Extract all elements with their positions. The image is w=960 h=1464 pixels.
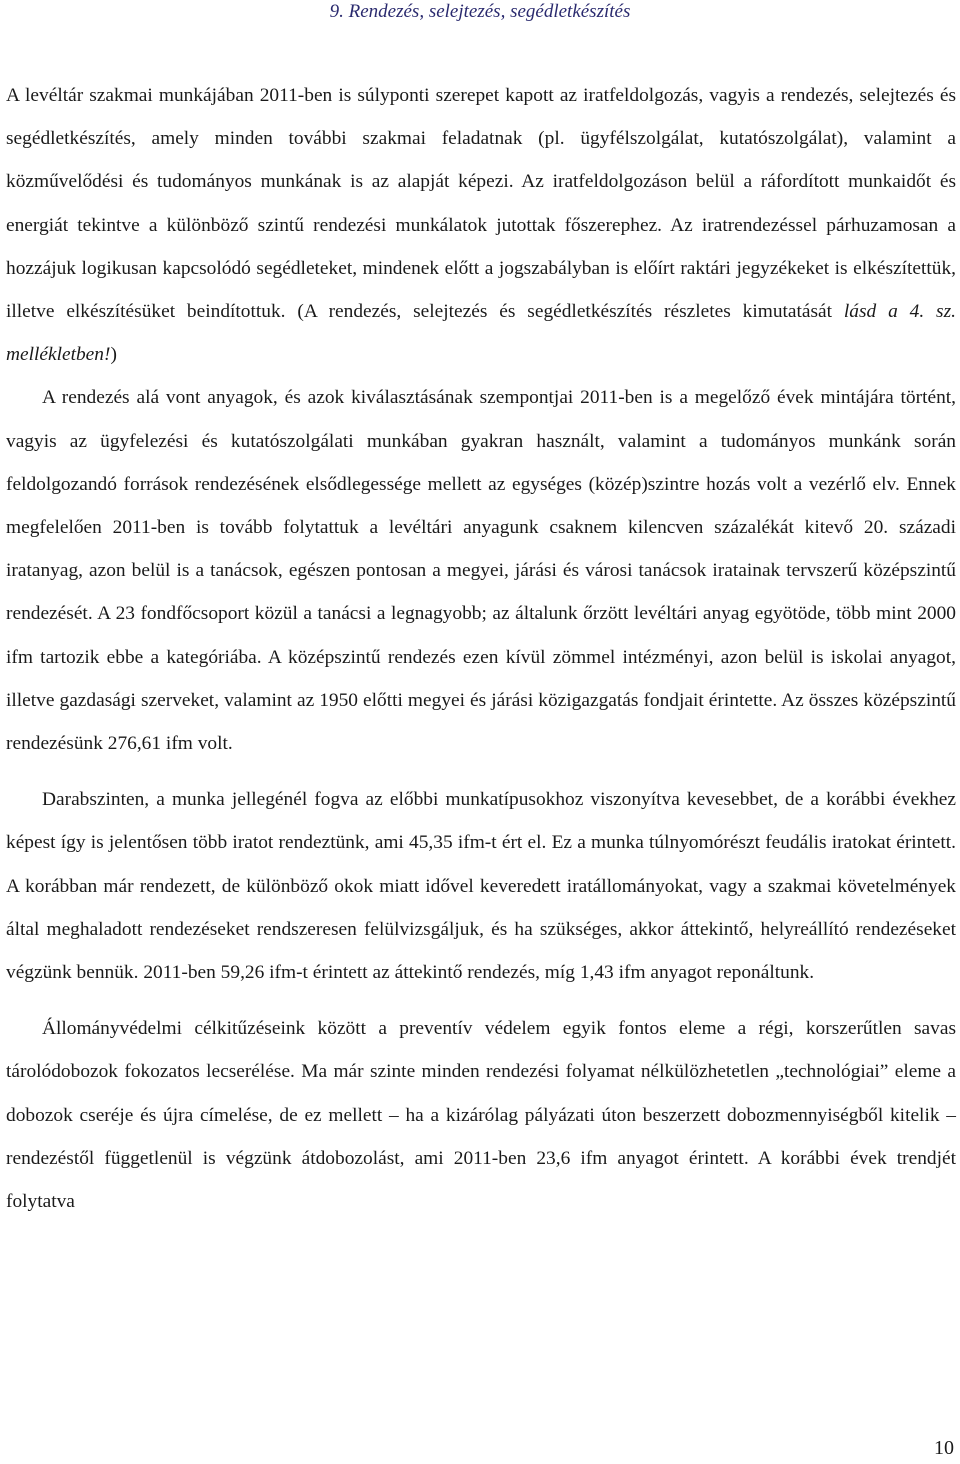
section-heading: 9. Rendezés, selejtezés, segédletkészítés xyxy=(329,1,631,22)
paragraph-1-text: A levéltár szakmai munkájában 2011-ben is súlyponti szerepet kapott az iratfeldolgozás, vagyis a rendezés, selejtezés és segédletkészítés, amely minden további szakmai feladatnak (pl. ügyfélszolgálat, kutatószolgálat), valamint a közművelődési és tudományos munkának is az alapját képezi. Az iratfeldolgozáson belül a ráfordított munkaidőt és energiát tekintve a különböző szintű rendezési munkálatok jutottak főszerephez. Az iratrendezéssel párhuzamosan a hozzájuk logikusan kapcsolódó segédleteket, mindenek előtt a jogszabályban is előírt raktári jegyzékeket is elkészítettük, illetve elkészítésüket beindítottuk. (A rendezés, selejtezés és segédletkészítés részletes kimutatását xyxy=(6,85,956,323)
page-number: 10 xyxy=(934,1437,954,1459)
paragraph-1 xyxy=(6,74,956,376)
paragraph-4: Állományvédelmi célkitűzéseink között a preventív védelem egyik fontos eleme a régi, korszerűtlen savas tárolódobozok fokozatos lecserélése. Ma már szinte minden rendezési folyamat nélkülözhetetlen „technológiai” eleme a dobozok cseréje és újra címelése, de ez mellett – ha a kizárólag pályázati úton beszerzett dobozmennyiségből kitelik – rendezéstől függetlenül is végzünk átdobozolást, ami 2011-ben 23,6 ifm anyagot érintett. A korábbi évek trendjét folytatva xyxy=(6,1018,956,1213)
appendix-reference: lásd a 4. sz. mellékletben! xyxy=(6,301,956,366)
body-text xyxy=(6,74,956,1223)
paragraph-2: A rendezés alá vont anyagok, és azok kiválasztásának szempontjai 2011-ben is a megelőző évek mintájára történt, vagyis az ügyfelezési és kutatószolgálati munkában gyakran használt, valamint a tudományos munkánk során feldolgozandó források rendezésének elsődlegessége mellett az egységes (közép)szintre hozás volt a vezérlő elv. Ennek megfelelően 2011-ben is tovább folytattuk a levéltári anyagunk csaknem kilencven százalékát kitevő 20. századi iratanyag, azon belül is a tanácsok, egészen pontosan a megyei, járási és városi tanácsok iratainak tervszerű középszintű rendezését. A 23 fondfőcsoport közül a tanácsi a legnagyobb; az általunk őrzött levéltári anyag egyötöde, több mint 2000 ifm tartozik ebbe a kategóriába. A középszintű rendezés ezen kívül zömmel intézményi, azon belül is iskolai anyagot, illetve gazdasági szerveket, valamint az 1950 előtti megyei és járási közigazgatás fondjait érintette. Az összes középszintű rendezésünk 276,61 ifm volt. xyxy=(6,387,956,755)
paragraph-3: Darabszinten, a munka jellegénél fogva az előbbi munkatípusokhoz viszonyítva kevesebbet, de a korábbi évekhez képest így is jelentősen több iratot rendeztünk, ami 45,35 ifm-t ért el. Ez a munka túlnyomórészt feudális iratokat érintett. A korábban már rendezett, de különböző okok miatt idővel keveredett iratállományokat, vagy a szakmai követelmények által meghaladott rendezéseket rendszeresen felülvizsgáljuk, és ha szükséges, akkor áttekintő, helyreállító rendezéseket végzünk bennük. 2011-ben 59,26 ifm-t érintett az áttekintő rendezés, míg 1,43 ifm anyagot reponáltunk. xyxy=(6,789,956,984)
paragraph-1-tail: ) xyxy=(110,344,117,366)
